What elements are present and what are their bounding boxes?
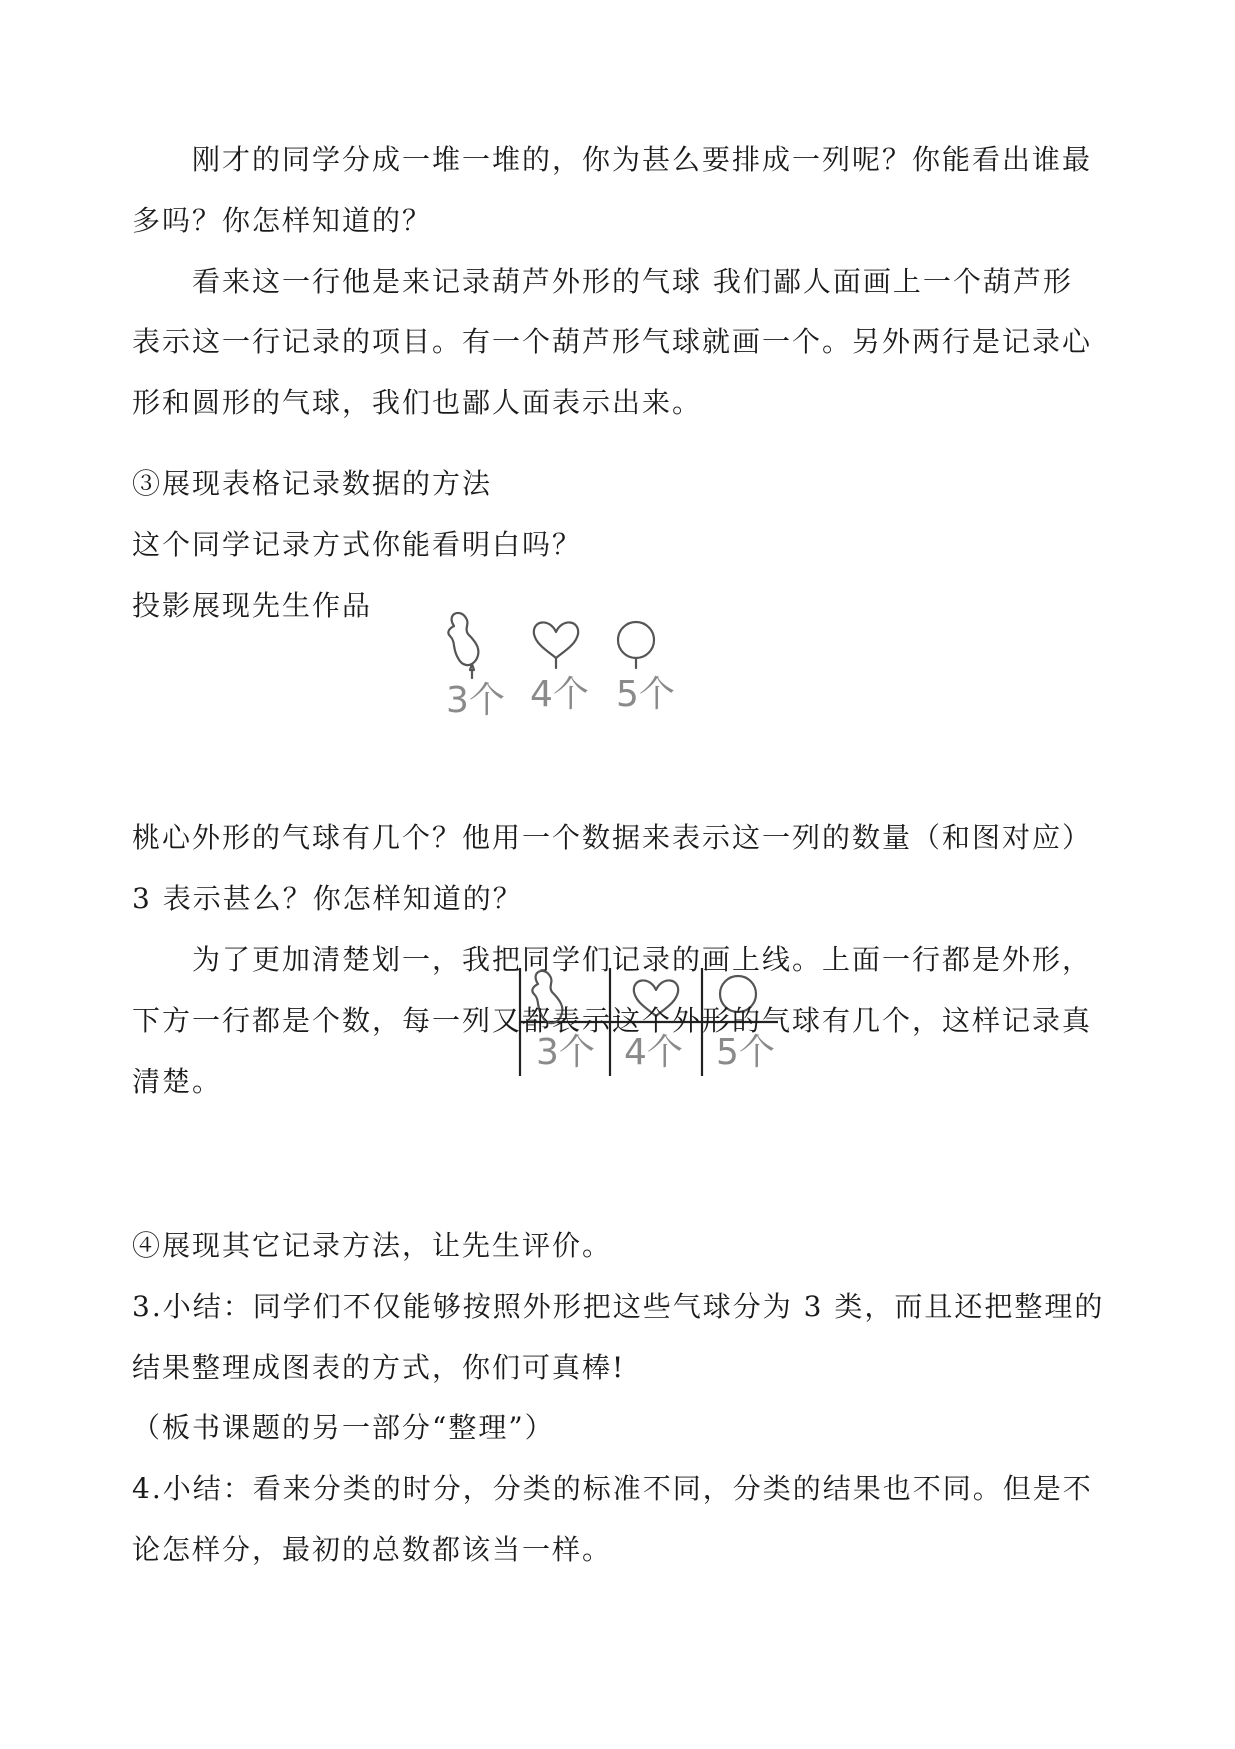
paragraph-1-line-1: 刚才的同学分成一堆一堆的，你为甚么要排成一列呢？你能看出谁最 <box>192 143 1093 176</box>
paragraph-4-line-3: 清楚。 <box>132 1065 223 1098</box>
summary-4-line-1: 4.小结：看来分类的时分，分类的标准不同，分类的结果也不同。但是不 <box>132 1472 1093 1505</box>
table-count-gourd: 3个 <box>536 1032 595 1073</box>
count-label-gourd: 3个 <box>446 680 505 721</box>
round-balloon-icon <box>618 622 654 668</box>
paragraph-4-line-2: 下方一行都是个数，每一列又都表示这个外形的气球有几个，这样记录真 <box>132 1004 1093 1037</box>
board-note: （板书课题的另一部分“整理”） <box>132 1411 555 1444</box>
step-4: ④展现其它记录方法，让先生评价。 <box>132 1229 613 1262</box>
summary-4-line-2: 论怎样分，最初的总数都该当一样。 <box>132 1533 613 1566</box>
summary-3-line-2: 结果整理成图表的方式，你们可真棒! <box>132 1351 626 1384</box>
paragraph-1-line-2: 多吗？你怎样知道的？ <box>132 204 433 237</box>
step-3-heading: ③展现表格记录数据的方法 <box>132 467 493 500</box>
table-count-round: 5个 <box>716 1032 775 1073</box>
table-count-heart: 4个 <box>624 1032 683 1073</box>
paragraph-2-line-1: 看来这一行他是来记录葫芦外形的气球 我们鄙人面画上一个葫芦形 <box>192 265 1073 298</box>
paragraph-2-line-2: 表示这一行记录的项目。有一个葫芦形气球就画一个。另外两行是记录心 <box>132 325 1093 358</box>
paragraph-2-line-3: 形和圆形的气球，我们也鄙人面表示出来。 <box>132 386 703 419</box>
balloon-record-figure <box>440 610 720 720</box>
summary-3-line-1: 3.小结：同学们不仅能够按照外形把这些气球分为 3 类，而且还把整理的 <box>132 1290 1105 1323</box>
count-label-heart: 4个 <box>530 674 589 715</box>
count-label-round: 5个 <box>616 674 675 715</box>
paragraph-3-line-2: 3 表示甚么？你怎样知道的？ <box>132 882 523 915</box>
heart-balloon-icon <box>534 622 578 668</box>
paragraph-4-line-1: 为了更加清楚划一，我把同学们记录的画上线。上面一行都是外形， <box>192 943 1093 976</box>
paragraph-3-line-1: 桃心外形的气球有几个？他用一个数据来表示这一列的数量（和图对应） <box>132 821 1093 854</box>
step-3-show: 投影展现先生作品 <box>132 589 373 622</box>
gourd-balloon-icon <box>448 613 478 678</box>
step-3-question: 这个同学记录方式你能看明白吗？ <box>132 528 583 561</box>
